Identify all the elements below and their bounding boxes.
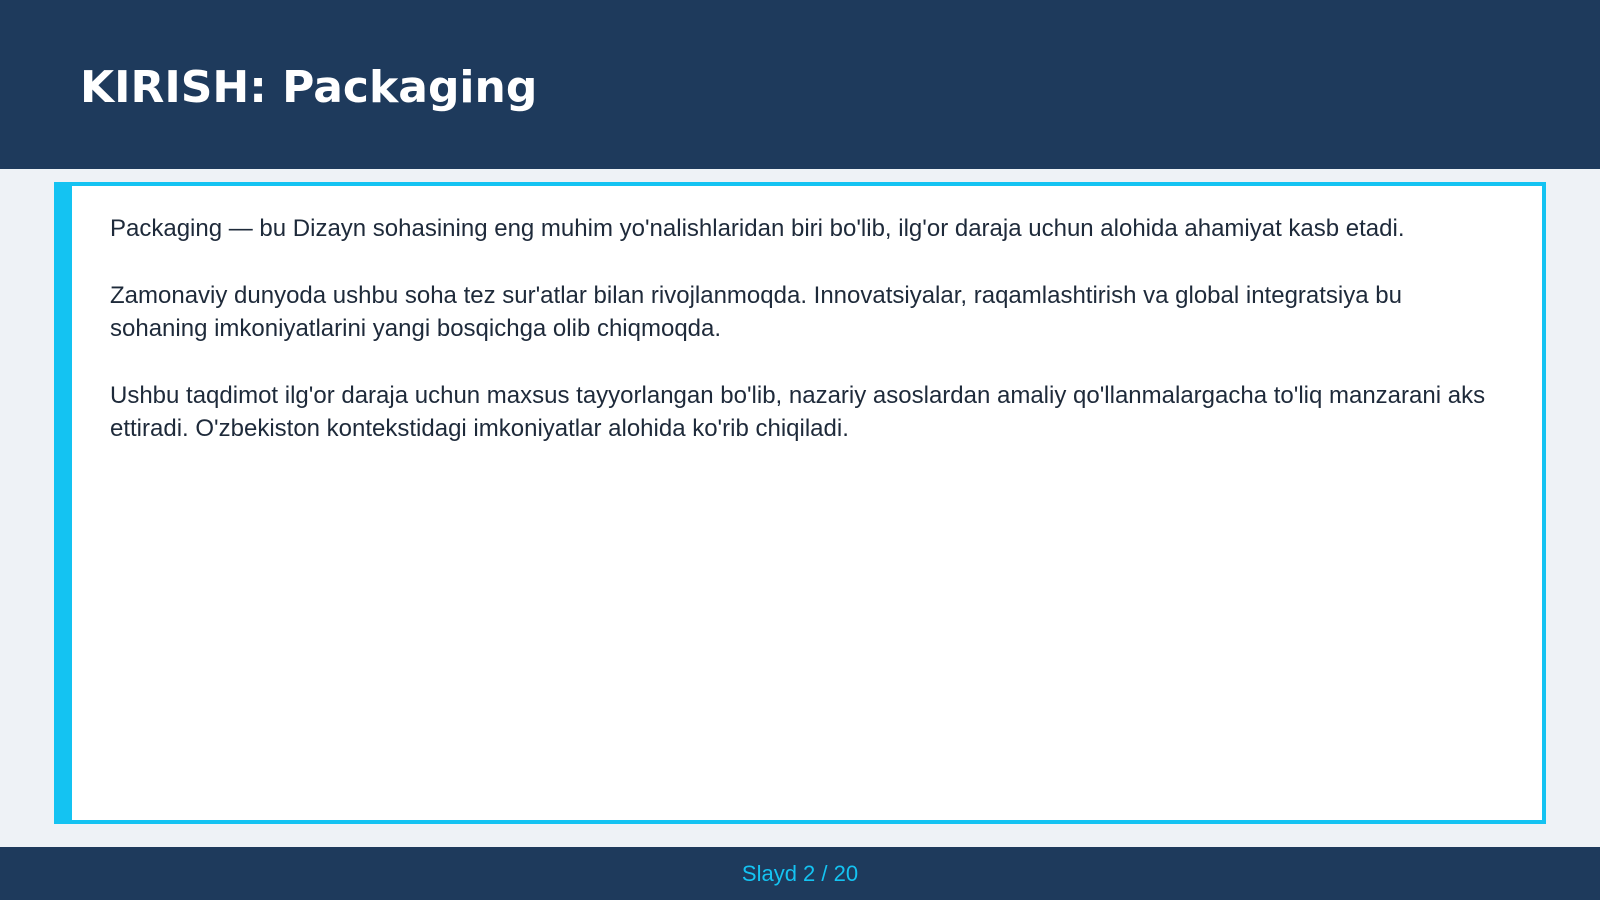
- slide-title: KIRISH: Packaging: [80, 62, 538, 113]
- paragraph-presentation-scope: Ushbu taqdimot ilg'or daraja uchun maxsus tayyorlangan bo'lib, nazariy asoslardan amaliy qo'llanmalargacha to'liq manzarani aks ettiradi. O'zbekiston kontekstidagi imkoniyatlar alohida ko'rib chiqiladi.: [110, 382, 1486, 442]
- body-text: [110, 212, 1490, 479]
- slide-header: [0, 0, 1600, 169]
- paragraph-modern-world: Zamonaviy dunyoda ushbu soha tez sur'atlar bilan rivojlanmoqda. Innovatsiyalar, raqamlashtirish va global integratsiya bu sohaning imkoniyatlarini yangi bosqichga olib chiqmoqda.: [110, 282, 1402, 342]
- slide-footer: [0, 847, 1600, 900]
- paragraph-intro: Packaging — bu Dizayn sohasining eng muhim yo'nalishlaridan biri bo'lib, ilg'or daraja uchun alohida ahamiyat kasb etadi.: [110, 215, 1405, 242]
- content-card: [54, 182, 1546, 824]
- slide-counter: Slayd 2 / 20: [741, 861, 859, 886]
